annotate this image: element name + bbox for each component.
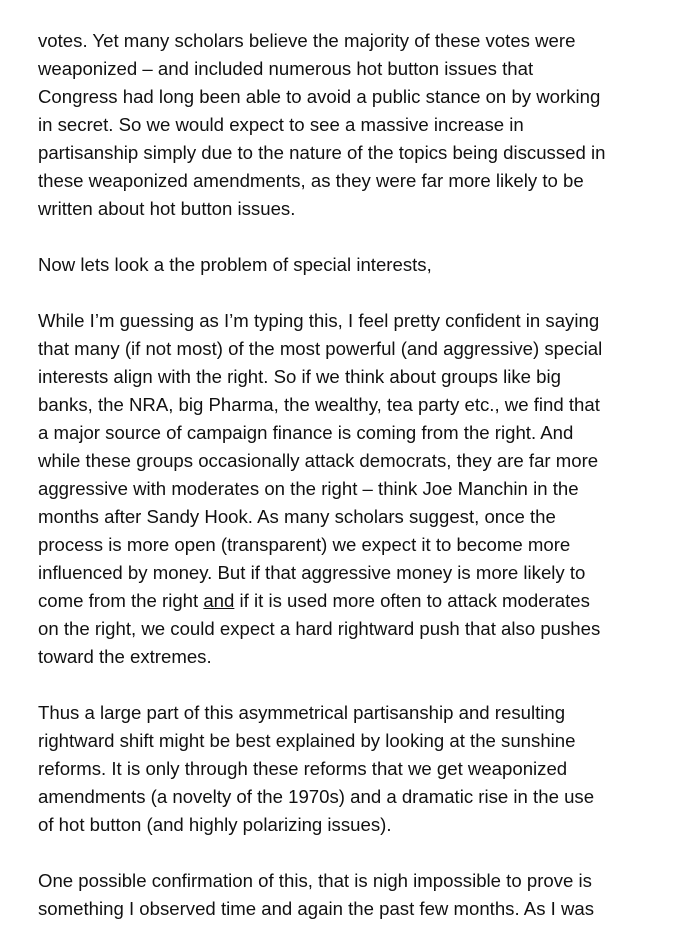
paragraph-5 xyxy=(38,867,643,923)
text-line: that many (if not most) of the most powerful (and aggressive) special xyxy=(38,338,603,359)
text-line: while these groups occasionally attack democrats, they are far more xyxy=(38,450,599,471)
text-line: a major source of campaign finance is coming from the right. And xyxy=(38,422,574,443)
text-line: amendments (a novelty of the 1970s) and a dramatic rise in the use xyxy=(38,786,595,807)
text-line: in secret. So we would expect to see a massive increase in xyxy=(38,114,524,135)
text-line: One possible confirmation of this, that is nigh impossible to prove is xyxy=(38,870,592,891)
text-line: influenced by money. But if that aggressive money is more likely to xyxy=(38,562,586,583)
text-line: weaponized – and included numerous hot button issues that xyxy=(38,58,534,79)
text-line: months after Sandy Hook. As many scholars suggest, once the xyxy=(38,506,556,527)
text-line: process is more open (transparent) we expect it to become more xyxy=(38,534,571,555)
text-line: interests align with the right. So if we think about groups like big xyxy=(38,366,561,387)
text-line: banks, the NRA, big Pharma, the wealthy, tea party etc., we find that xyxy=(38,394,600,415)
text-line: aggressive with moderates on the right – think Joe Manchin in the xyxy=(38,478,579,499)
text-line: Now lets look a the problem of special interests, xyxy=(38,254,432,275)
text-line: on the right, we could expect a hard rightward push that also pushes xyxy=(38,618,601,639)
text-line: Congress had long been able to avoid a public stance on by working xyxy=(38,86,601,107)
paragraph-3 xyxy=(38,307,643,671)
text-line: While I’m guessing as I’m typing this, I feel pretty confident in saying xyxy=(38,310,600,331)
document-page xyxy=(38,27,643,951)
text-line: these weaponized amendments, as they were far more likely to be xyxy=(38,170,584,191)
text-fragment: come from the right xyxy=(38,590,204,611)
text-line: partisanship simply due to the nature of the topics being discussed in xyxy=(38,142,606,163)
paragraph-1 xyxy=(38,27,643,223)
paragraph-2 xyxy=(38,251,643,279)
text-line: something I observed time and again the past few months. As I was xyxy=(38,898,595,919)
text-line: written about hot button issues. xyxy=(38,198,296,219)
text-line: rightward shift might be best explained by looking at the sunshine xyxy=(38,730,576,751)
underlined-word: and xyxy=(203,590,235,611)
text-line: votes. Yet many scholars believe the majority of these votes were xyxy=(38,30,576,51)
paragraph-4 xyxy=(38,699,643,839)
text-line: Thus a large part of this asymmetrical partisanship and resulting xyxy=(38,702,566,723)
text-line: of hot button (and highly polarizing issues). xyxy=(38,814,392,835)
text-line: reforms. It is only through these reforms that we get weaponized xyxy=(38,758,568,779)
text-fragment: if it is used more often to attack moderates xyxy=(234,590,590,611)
text-line: toward the extremes. xyxy=(38,646,212,667)
text-line-with-underline xyxy=(38,587,643,615)
